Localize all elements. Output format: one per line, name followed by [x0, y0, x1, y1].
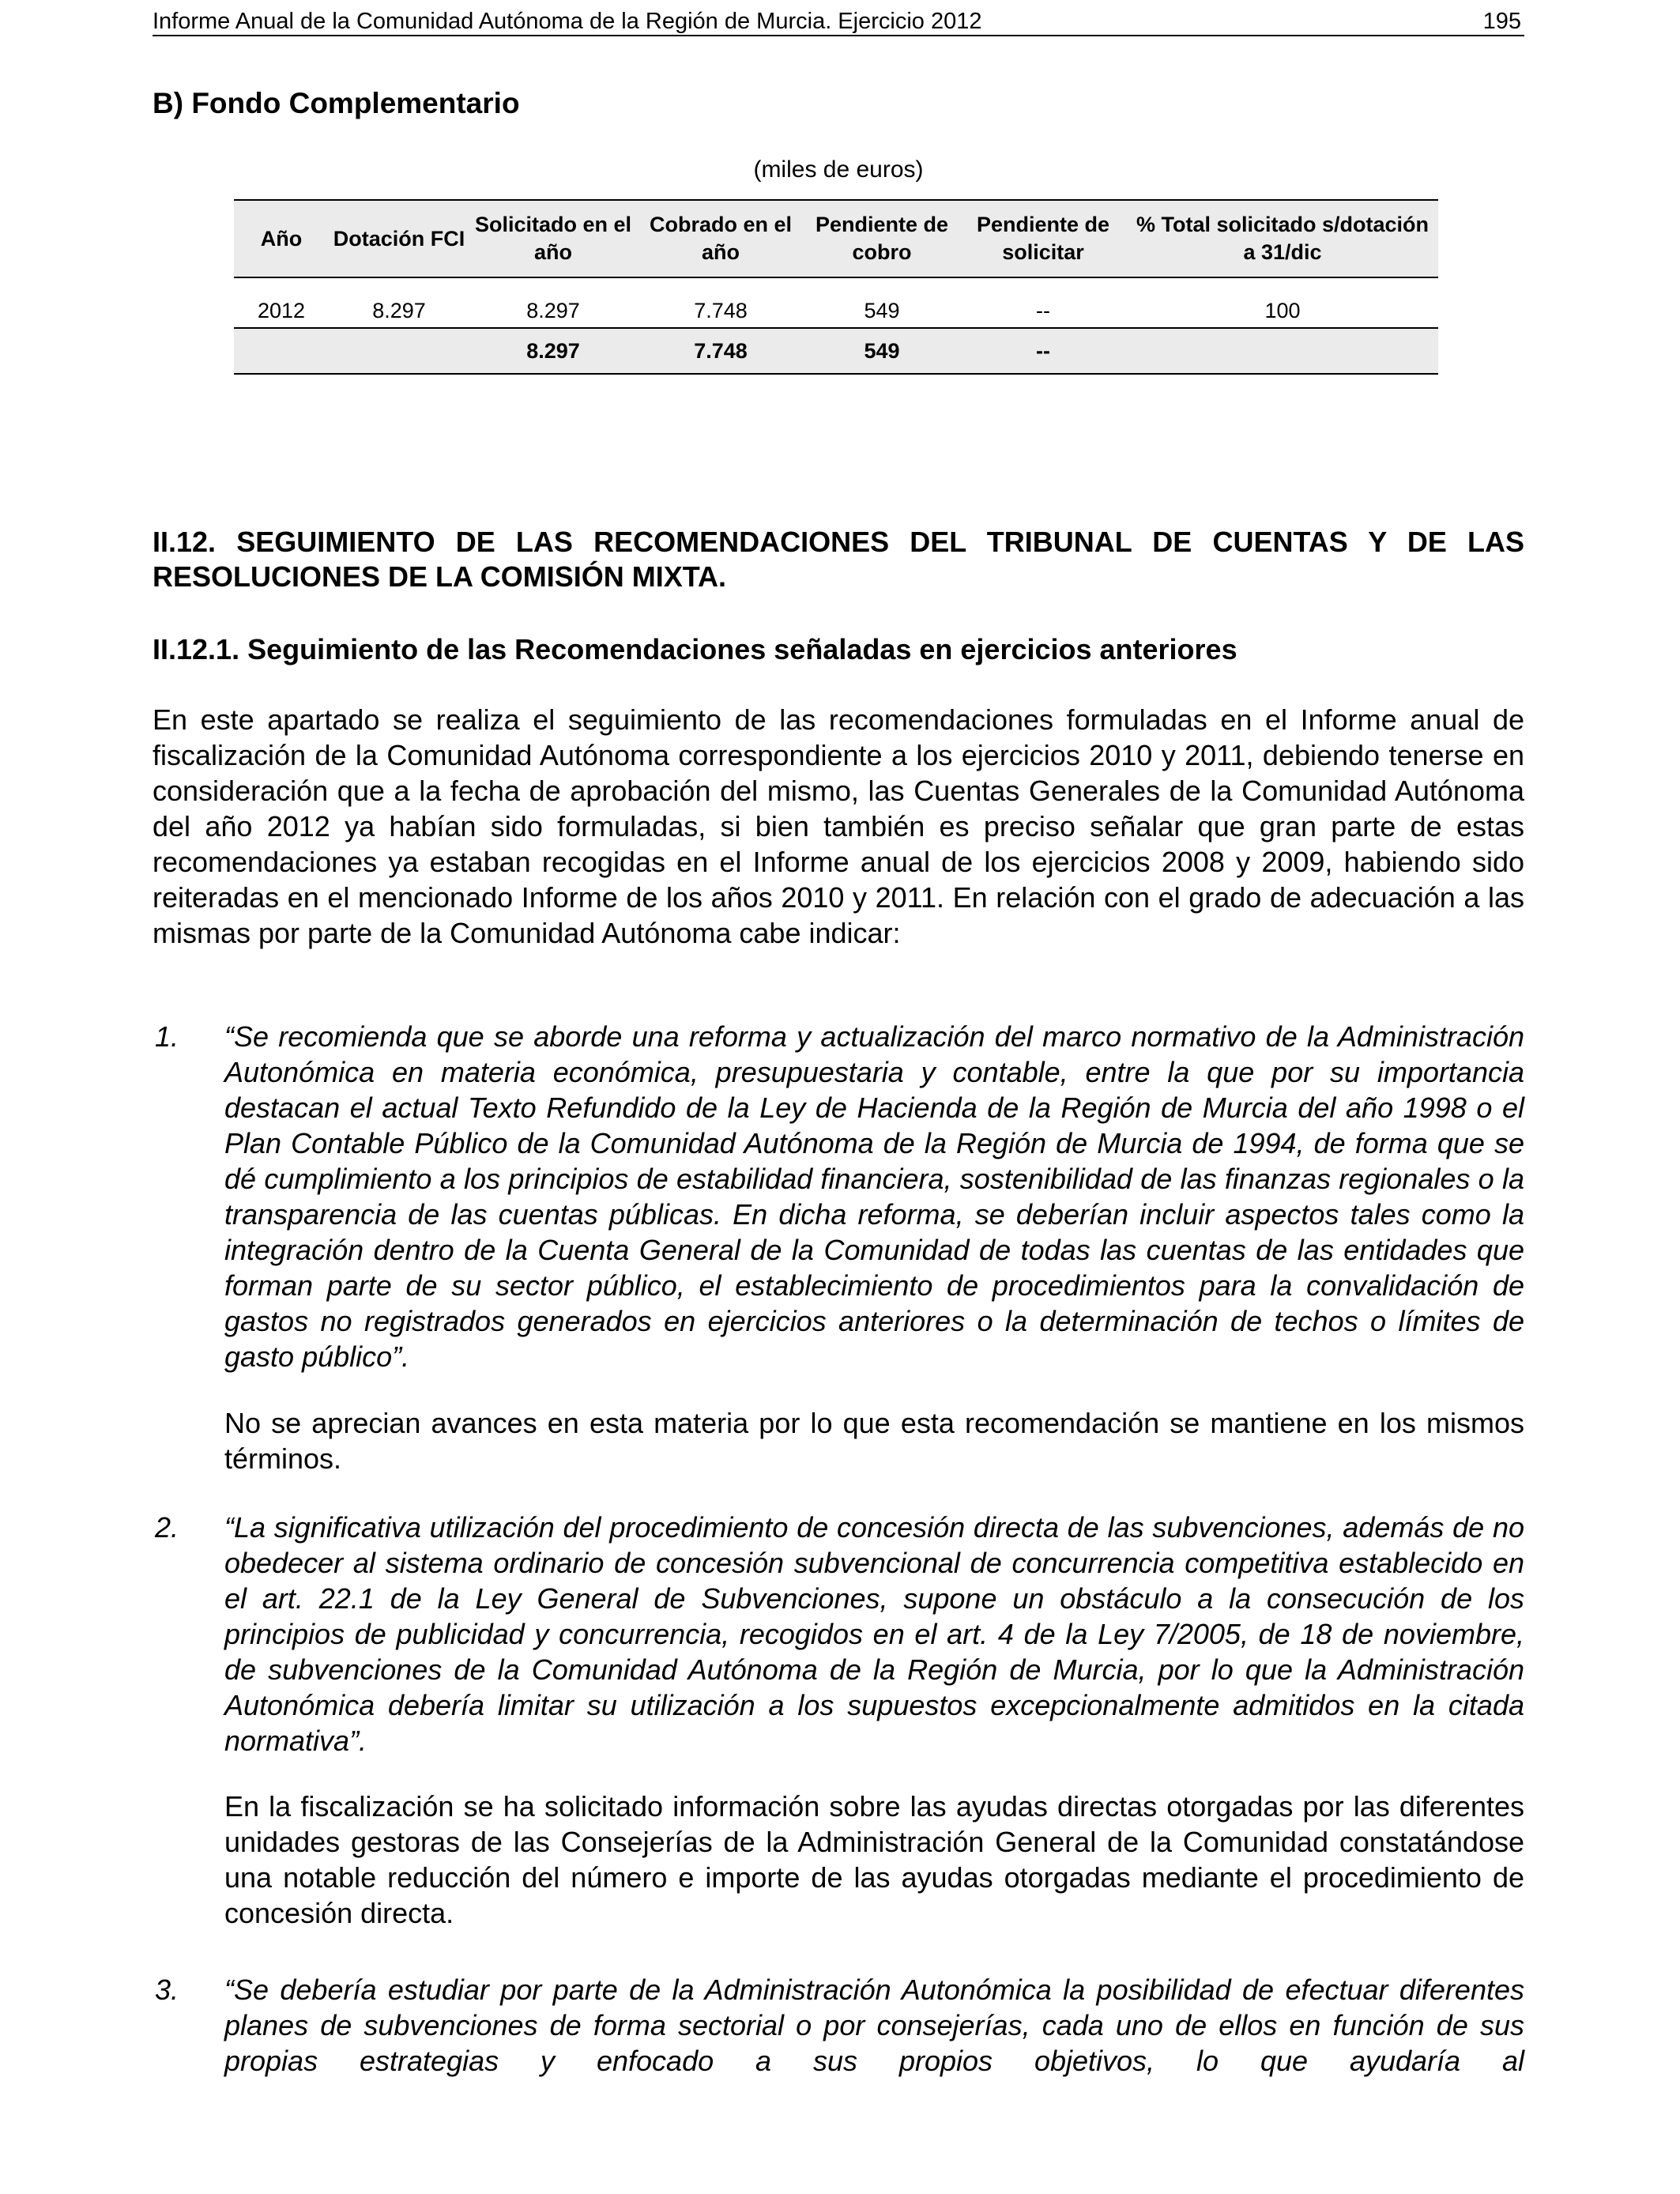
recommendation-number: 2.	[155, 1511, 179, 1544]
page-number: 195	[1482, 9, 1521, 34]
units-label: (miles de euros)	[753, 156, 924, 183]
running-header	[153, 8, 1524, 36]
table-cell: --	[959, 328, 1127, 374]
column-header: Pendiente de cobro	[804, 200, 959, 277]
table-total-row	[234, 328, 1438, 374]
recommendation-comment: En la fiscalización se ha solicitado información sobre las ayudas directas otorgadas por las diferentes unidades gestoras de las Consejerías de la Administración General de la Comunidad constatándose una notable reducción del número e importe de las ayudas otorgadas mediante el procedimiento de concesión directa.	[224, 1790, 1524, 1929]
table-cell: 7.748	[637, 328, 804, 374]
column-header: Dotación FCI	[329, 200, 469, 277]
table-cell: 8.297	[469, 328, 637, 374]
table-section-title: B) Fondo Complementario	[153, 87, 520, 119]
table-row	[234, 294, 1438, 328]
header-title: Informe Anual de la Comunidad Autónoma de la Región de Murcia. Ejercicio 2012	[153, 9, 982, 34]
table-cell: 549	[804, 294, 959, 328]
recommendation-comment: No se aprecian avances en esta materia por lo que esta recomendación se mantiene en los mismos términos.	[224, 1407, 1524, 1475]
table-cell	[234, 328, 329, 374]
column-header: Cobrado en el año	[637, 200, 804, 277]
table-cell	[1127, 328, 1438, 374]
recommendation-text: “Se debería estudiar por parte de la Administración Autonómica la posibilidad de efectuar diferentes planes de subvenciones de forma sectorial o por consejerías, cada uno de ellos en función de sus propias estrategias y enfocado a sus propios objetivos, lo que ayudaría al	[224, 1973, 1524, 2077]
recommendation-text: “Se recomienda que se aborde una reforma y actualización del marco normativo de la Administración Autonómica en materia económica, presupuestaria y contable, entre la que por su importancia destacan el actual Texto Refundido de la Ley de Hacienda de la Región de Murcia del año 1998 o el Plan Contable Público de la Comunidad Autónoma de la Región de Murcia de 1994, de forma que se dé cumplimiento a los principios de estabilidad financiera, sostenibilidad de las finanzas regionales o la transparencia de las cuentas públicas. En dicha reforma, se deberían incluir aspectos tales como la integración dentro de la Cuenta General de la Comunidad de todas las cuentas de las entidades que forman parte de su sector público, el establecimiento de procedimientos para la convalidación de gastos no registrados generados en ejercicios anteriores o la determinación de techos o límites de gasto público”.	[224, 1020, 1524, 1373]
table-cell: 8.297	[469, 294, 637, 328]
subsection-heading: II.12.1. Seguimiento de las Recomendaciones señaladas en ejercicios anteriores	[153, 633, 1237, 665]
column-header: Pendiente de solicitar	[959, 200, 1127, 277]
table-cell	[329, 328, 469, 374]
table-cell: 7.748	[637, 294, 804, 328]
table-units	[0, 155, 1680, 185]
table-cell: 2012	[234, 294, 329, 328]
fondo-complementario-table	[234, 199, 1438, 375]
table-cell: 549	[804, 328, 959, 374]
section-heading: II.12. SEGUIMIENTO DE LAS RECOMENDACIONES DEL TRIBUNAL DE CUENTAS Y DE LAS RESOLUCIONES DE LA COMISIÓN MIXTA.	[153, 526, 1524, 593]
intro-paragraph: En este apartado se realiza el seguimiento de las recomendaciones formuladas en el Informe anual de fiscalización de la Comunidad Autónoma correspondiente a los ejercicios 2010 y 2011, debiendo tenerse en consideración que a la fecha de aprobación del mismo, las Cuentas Generales de la Comunidad Autónoma del año 2012 ya habían sido formuladas, si bien también es preciso señalar que gran parte de estas recomendaciones ya estaban recogidas en el Informe anual de los ejercicios 2008 y 2009, habiendo sido reiteradas en el mencionado Informe de los años 2010 y 2011. En relación con el grado de adecuación a las mismas por parte de la Comunidad Autónoma cabe indicar:	[153, 703, 1524, 949]
table-cell: --	[959, 294, 1127, 328]
table-header-row	[234, 200, 1438, 277]
column-header: Año	[234, 200, 329, 277]
table-cell: 100	[1127, 294, 1438, 328]
column-header: Solicitado en el año	[469, 200, 637, 277]
table-cell: 8.297	[329, 294, 469, 328]
recommendation-text: “La significativa utilización del procedimiento de concesión directa de las subvenciones, además de no obedecer al sistema ordinario de concesión subvencional de concurrencia competitiva establecido en el art. 22.1 de la Ley General de Subvenciones, supone un obstáculo a la consecución de los principios de publicidad y concurrencia, recogidos en el art. 4 de la Ley 7/2005, de 18 de noviembre, de subvenciones de la Comunidad Autónoma de la Región de Murcia, por lo que la Administración Autonómica debería limitar su utilización a los supuestos excepcionalmente admitidos en la citada normativa”.	[224, 1511, 1524, 1757]
recommendation-number: 1.	[155, 1020, 179, 1053]
column-header: % Total solicitado s/dotación a 31/dic	[1127, 200, 1438, 277]
recommendation-number: 3.	[155, 1973, 179, 2006]
